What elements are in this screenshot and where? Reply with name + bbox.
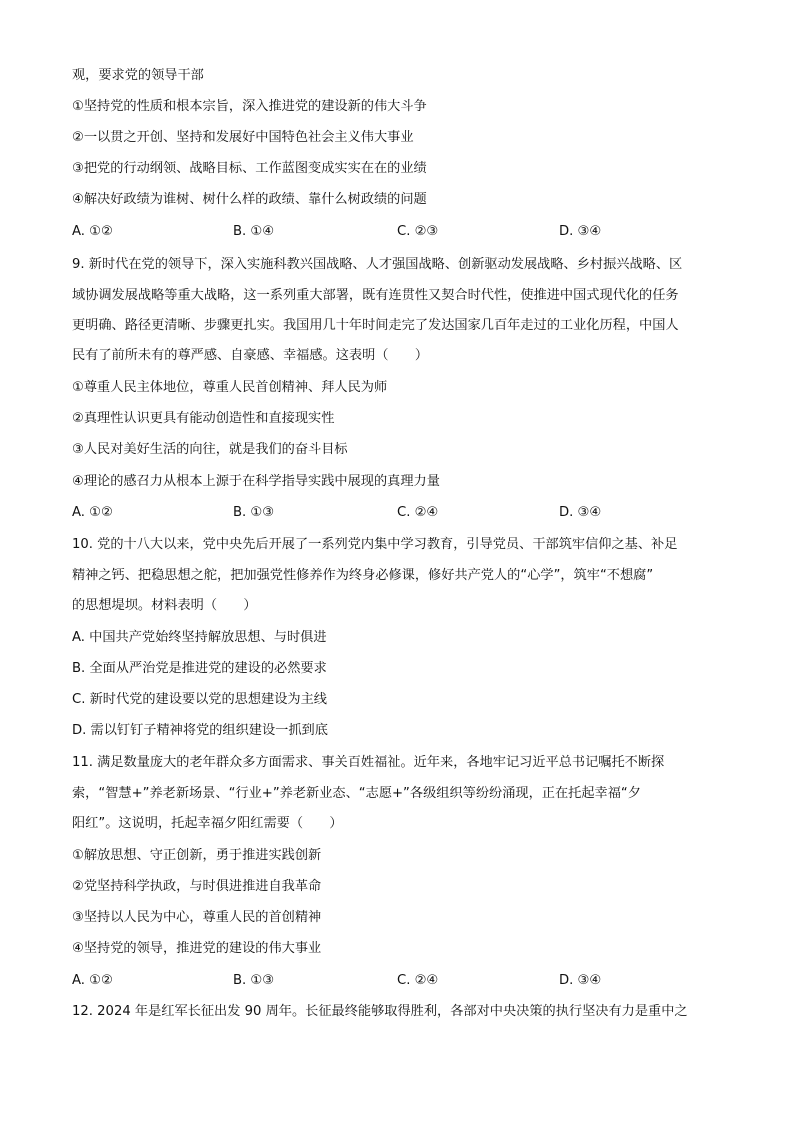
q11-stem-line-1: 11. 满足数量庞大的老年群众多方面需求、事关百姓福祉。近年来，各地牢记习近平总书记嘱托不断探 bbox=[72, 755, 665, 770]
q9-stem-line-4: 民有了前所未有的尊严感、自豪感、幸福感。这表明（ ） bbox=[72, 348, 429, 363]
q9-stem-line-2: 域协调发展战略等重大战略，这一系列重大部署，既有连贯性又契合时代性，使推进中国式现代化的任务 bbox=[72, 288, 679, 303]
q11-stem-line-2: 索，“智慧+”养老新场景、“行业+”养老新业态、“志愿+”各级组织等纷纷涌现，正在托起幸福“夕 bbox=[72, 786, 641, 801]
q11-item-3: ③坚持以人民为中心，尊重人民的首创精神 bbox=[72, 910, 322, 925]
q8-item-4: ④解决好政绩为谁树、树什么样的政绩、靠什么树政绩的问题 bbox=[72, 192, 427, 207]
q8-item-3: ③把党的行动纲领、战略目标、工作蓝图变成实实在在的业绩 bbox=[72, 161, 427, 176]
q11-options bbox=[72, 971, 722, 991]
q8-option-a: A. ①② bbox=[72, 224, 113, 239]
q8-item-2: ②一以贯之开创、坚持和发展好中国特色社会主义伟大事业 bbox=[72, 130, 414, 145]
q11-option-d: D. ③④ bbox=[559, 973, 602, 988]
q9-option-b: B. ①③ bbox=[233, 505, 275, 520]
q9-option-c: C. ②④ bbox=[397, 505, 439, 520]
q10-option-a: A. 中国共产党始终坚持解放思想、与时俱进 bbox=[72, 630, 327, 645]
q8-item-1: ①坚持党的性质和根本宗旨，深入推进党的建设新的伟大斗争 bbox=[72, 99, 427, 114]
q11-item-1: ①解放思想、守正创新，勇于推进实践创新 bbox=[72, 848, 322, 863]
q10-option-b: B. 全面从严治党是推进党的建设的必然要求 bbox=[72, 661, 327, 676]
q11-stem-line-3: 阳红”。这说明，托起幸福夕阳红需要（ ） bbox=[72, 816, 343, 831]
q10-option-c: C. 新时代党的建设要以党的思想建设为主线 bbox=[72, 692, 327, 707]
q8-option-c: C. ②③ bbox=[397, 224, 439, 239]
q11-option-c: C. ②④ bbox=[397, 973, 439, 988]
q9-stem-line-1: 9. 新时代在党的领导下，深入实施科教兴国战略、人才强国战略、创新驱动发展战略、乡村振兴战略、区 bbox=[72, 257, 683, 272]
q10-option-d: D. 需以钉钉子精神将党的组织建设一抓到底 bbox=[72, 723, 328, 738]
q9-option-d: D. ③④ bbox=[559, 505, 602, 520]
q12-stem-line-1: 12. 2024 年是红军长征出发 90 周年。长征最终能够取得胜利，各部对中央决策的执行坚决有力是重中之 bbox=[72, 1004, 688, 1019]
q11-option-a: A. ①② bbox=[72, 973, 113, 988]
q9-options bbox=[72, 503, 722, 523]
q11-item-2: ②党坚持科学执政，与时俱进推进自我革命 bbox=[72, 879, 322, 894]
q8-option-d: D. ③④ bbox=[559, 224, 602, 239]
q9-item-3: ③人民对美好生活的向往，就是我们的奋斗目标 bbox=[72, 442, 348, 457]
q8-options bbox=[72, 222, 722, 242]
q9-option-a: A. ①② bbox=[72, 505, 113, 520]
q10-stem-line-2: 精神之钙、把稳思想之舵，把加强党性修养作为终身必修课，修好共产党人的“心学”，筑牢“不想腐” bbox=[72, 568, 654, 583]
q9-item-4: ④理论的感召力从根本上源于在科学指导实践中展现的真理力量 bbox=[72, 474, 440, 489]
q9-item-2: ②真理性认识更具有能动创造性和直接现实性 bbox=[72, 411, 335, 426]
q8-stem-tail: 观，要求党的领导干部 bbox=[72, 68, 204, 83]
q9-stem-line-3: 更明确、路径更清晰、步骤更扎实。我国用几十年时间走完了发达国家几百年走过的工业化历程，中国人 bbox=[72, 318, 679, 333]
q8-option-b: B. ①④ bbox=[233, 224, 275, 239]
q10-stem-line-1: 10. 党的十八大以来，党中央先后开展了一系列党内集中学习教育，引导党员、干部筑牢信仰之基、补足 bbox=[72, 537, 678, 552]
q9-item-1: ①尊重人民主体地位，尊重人民首创精神、拜人民为师 bbox=[72, 380, 388, 395]
q11-option-b: B. ①③ bbox=[233, 973, 275, 988]
q10-stem-line-3: 的思想堤坝。材料表明（ ） bbox=[72, 598, 257, 613]
q11-item-4: ④坚持党的领导，推进党的建设的伟大事业 bbox=[72, 941, 322, 956]
